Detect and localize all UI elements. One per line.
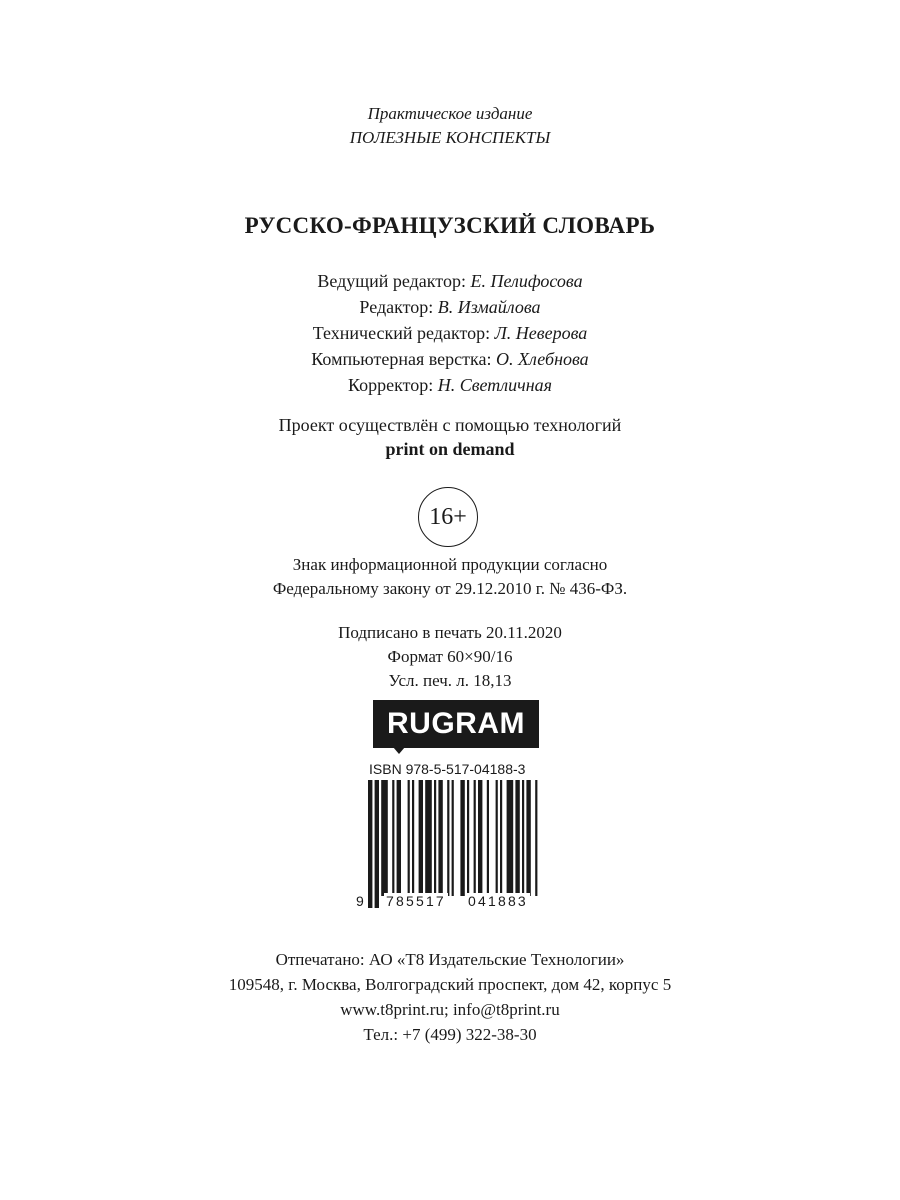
barcode-bar (434, 780, 436, 896)
barcode-bar (500, 780, 502, 896)
credit-name: Е. Пелифосова (470, 271, 583, 291)
credit-name: В. Измайлова (437, 297, 541, 317)
barcode-bar (452, 780, 454, 896)
isbn-text: ISBN 978-5-517-04188-3 (369, 761, 526, 777)
barcode-digit-first: 9 (356, 893, 364, 913)
project-technology: print on demand (385, 439, 515, 459)
barcode-bar (522, 780, 524, 896)
barcode-bar (447, 780, 449, 896)
barcode-bar (535, 780, 537, 896)
age-rating-badge (418, 487, 478, 547)
printer-phone: Тел.: +7 (499) 322-38-30 (363, 1025, 537, 1044)
credit-name: О. Хлебнова (495, 349, 589, 369)
barcode-digits-right: 041883 (466, 893, 530, 913)
credit-editor (0, 294, 900, 320)
credit-role: Редактор: (359, 297, 438, 317)
credit-tech-editor (0, 320, 900, 346)
barcode-bar (392, 780, 394, 896)
printer-web: www.t8print.ru; info@t8print.ru (340, 1000, 560, 1019)
project-line: Проект осуществлён с помощью технологий (278, 415, 622, 435)
credit-role: Ведущий редактор: (317, 271, 471, 291)
barcode-bar (460, 780, 464, 896)
barcode-bar (474, 780, 476, 896)
credit-lead-editor (0, 268, 900, 294)
credit-role: Корректор: (347, 375, 438, 395)
print-info (0, 621, 900, 693)
printer-address: 109548, г. Москва, Волгоградский проспект, дом 42, корпус 5 (228, 975, 672, 994)
signed-date: Подписано в печать 20.11.2020 (338, 623, 562, 642)
credit-name: Н. Светличная (437, 375, 553, 395)
printer-name: Отпечатано: АО «Т8 Издательские Технологии» (275, 950, 625, 969)
barcode-bar (412, 780, 414, 896)
barcode-bar (419, 780, 423, 896)
age-notice-line1: Знак информационной продукции согласно (292, 555, 608, 574)
print-sheets: Усл. печ. л. 18,13 (388, 671, 512, 690)
barcode-bar (408, 780, 410, 896)
barcode-bar (507, 780, 514, 896)
edition-type: Практическое издание (367, 104, 533, 123)
age-notice-line2: Федеральному закону от 29.12.2010 г. № 436-ФЗ. (272, 579, 628, 598)
credit-role: Компьютерная верстка: (311, 349, 496, 369)
barcode-bar (425, 780, 432, 896)
logo-text: RUGRAM (373, 700, 539, 748)
barcode-digits-left: 785517 (384, 893, 448, 913)
barcode-bar (515, 780, 519, 896)
barcode-bar (375, 780, 379, 908)
age-rating-text: 16+ (429, 503, 467, 530)
barcode-bar (487, 780, 489, 896)
age-notice (0, 553, 900, 601)
credit-role: Технический редактор: (312, 323, 495, 343)
credit-proofreader (0, 372, 900, 398)
barcode-bar (438, 780, 442, 896)
project-note (0, 413, 900, 461)
barcode-bar (397, 780, 401, 896)
credits-list (0, 268, 900, 398)
book-title: РУССКО-ФРАНЦУЗСКИЙ СЛОВАРЬ (244, 213, 656, 238)
printer-info (0, 947, 900, 1047)
barcode (368, 780, 542, 908)
series-name: ПОЛЕЗНЫЕ КОНСПЕКТЫ (349, 128, 551, 147)
barcode-bar (467, 780, 469, 896)
barcode-bar (368, 780, 372, 908)
credit-layout (0, 346, 900, 372)
barcode-bar (496, 780, 498, 896)
paper-format: Формат 60×90/16 (387, 647, 513, 666)
edition-block (0, 102, 900, 150)
barcode-bar (526, 780, 530, 896)
logo-tail (393, 747, 405, 754)
barcode-bar (381, 780, 388, 896)
credit-name: Л. Неверова (494, 323, 588, 343)
publisher-logo (373, 700, 539, 754)
barcode-bar (478, 780, 482, 896)
